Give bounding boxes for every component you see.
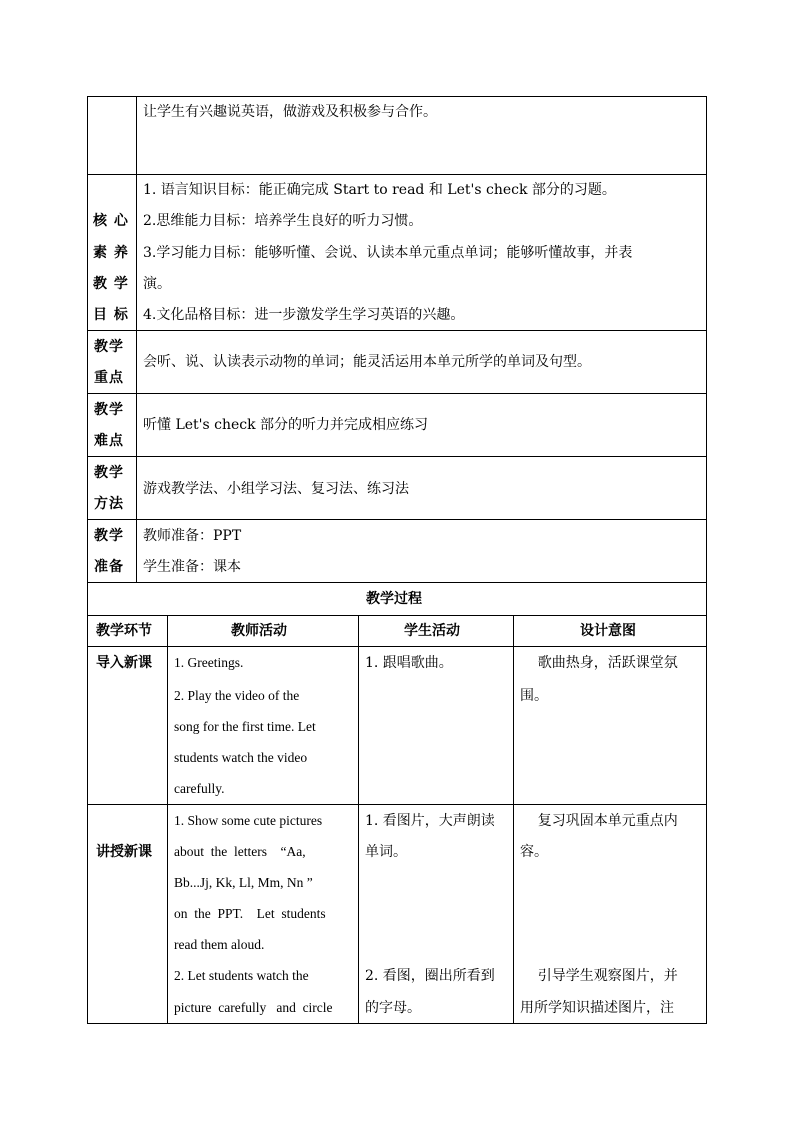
teacher-line: 2. Play the video of the xyxy=(174,688,300,703)
objectives-label-line: 目 标 xyxy=(93,307,129,323)
preparation-label-line: 准备 xyxy=(94,559,124,575)
table-top-border xyxy=(87,96,707,97)
methods-label-line: 教学 xyxy=(94,465,124,481)
teacher-line: read them aloud. xyxy=(174,937,265,952)
key-points-label-line: 重点 xyxy=(94,370,124,386)
objective-line: 4.文化品格目标：进一步激发学生学习英语的兴趣。 xyxy=(143,307,465,323)
student-line: 单词。 xyxy=(365,844,407,860)
intent-line: 引导学生观察图片，并 xyxy=(520,968,678,984)
row-divider xyxy=(87,393,707,394)
label-column-divider xyxy=(136,96,137,583)
table-left-border xyxy=(87,96,88,1024)
student-line: 的字母。 xyxy=(365,1000,421,1016)
intent-line: 容。 xyxy=(520,844,548,860)
teacher-line: Bb...Jj, Kk, Ll, Mm, Nn ” xyxy=(174,875,313,890)
difficulties-text: 听懂 Let's check 部分的听力并完成相应练习 xyxy=(143,417,429,433)
preparation-label-line: 教学 xyxy=(94,528,124,544)
objective-line: 2.思维能力目标：培养学生良好的听力习惯。 xyxy=(143,213,423,229)
preparation-line: 学生准备：课本 xyxy=(143,559,241,575)
row-divider xyxy=(87,519,707,520)
student-line: 2. 看图，圈出所看到 xyxy=(365,968,495,984)
teacher-line: on the PPT. Let students xyxy=(174,906,326,921)
teacher-line: students watch the video xyxy=(174,750,308,765)
row-divider xyxy=(87,582,707,583)
student-line: 1. 跟唱歌曲。 xyxy=(365,655,453,671)
objectives-label-line: 核 心 xyxy=(93,213,129,229)
teacher-line: 2. Let students watch the xyxy=(174,968,309,983)
methods-label-line: 方法 xyxy=(94,496,124,512)
process-title: 教学过程 xyxy=(366,591,422,607)
difficulties-label-line: 教学 xyxy=(94,402,124,418)
process-column-divider xyxy=(513,615,514,1024)
teacher-line: song for the first time. Let xyxy=(174,719,316,734)
preparation-line: 教师准备：PPT xyxy=(143,528,242,544)
objective-line: 1. 语言知识目标：能正确完成 Start to read 和 Let's check 部分的习题。 xyxy=(143,182,616,198)
column-header-student: 学生活动 xyxy=(404,623,460,639)
table-bottom-border xyxy=(87,1023,707,1024)
column-header-teacher: 教师活动 xyxy=(231,623,287,639)
objective-line: 演。 xyxy=(143,276,171,292)
teacher-line: 1. Greetings. xyxy=(174,655,244,670)
objectives-label-line: 素 养 xyxy=(93,245,129,261)
teacher-line: carefully. xyxy=(174,781,225,796)
intent-line: 复习巩固本单元重点内 xyxy=(520,813,678,829)
row-divider xyxy=(87,330,707,331)
process-column-divider xyxy=(167,615,168,1024)
difficulties-label-line: 难点 xyxy=(94,433,124,449)
objective-line: 3.学习能力目标：能够听懂、会说、认读本单元重点单词；能够听懂故事，并表 xyxy=(143,245,633,261)
teacher-line: 1. Show some cute pictures xyxy=(174,813,323,828)
column-header-intent: 设计意图 xyxy=(580,623,636,639)
row-divider xyxy=(87,646,707,647)
intent-line: 歌曲热身，活跃课堂氛 xyxy=(520,655,678,671)
student-line: 1. 看图片，大声朗读 xyxy=(365,813,495,829)
row-divider xyxy=(87,615,707,616)
key-points-label-line: 教学 xyxy=(94,339,124,355)
process-column-divider xyxy=(358,615,359,1024)
intent-line: 用所学知识描述图片，注 xyxy=(520,1000,674,1016)
stage-cell: 讲授新课 xyxy=(96,844,152,860)
objectives-label-line: 教 学 xyxy=(93,276,129,292)
table-right-border xyxy=(706,96,707,1024)
teacher-line: picture carefully and circle xyxy=(174,1000,333,1015)
row-divider xyxy=(87,174,707,175)
continuation-text: 让学生有兴趣说英语，做游戏及积极参与合作。 xyxy=(143,104,437,120)
column-header-stage: 教学环节 xyxy=(96,623,152,639)
key-points-text: 会听、说、认读表示动物的单词；能灵活运用本单元所学的单词及句型。 xyxy=(143,354,591,370)
methods-text: 游戏教学法、小组学习法、复习法、练习法 xyxy=(143,481,409,497)
teacher-line: about the letters “Aa, xyxy=(174,844,306,859)
stage-cell: 导入新课 xyxy=(96,655,152,671)
row-divider xyxy=(87,456,707,457)
intent-line: 围。 xyxy=(520,688,548,704)
row-divider xyxy=(87,804,707,805)
